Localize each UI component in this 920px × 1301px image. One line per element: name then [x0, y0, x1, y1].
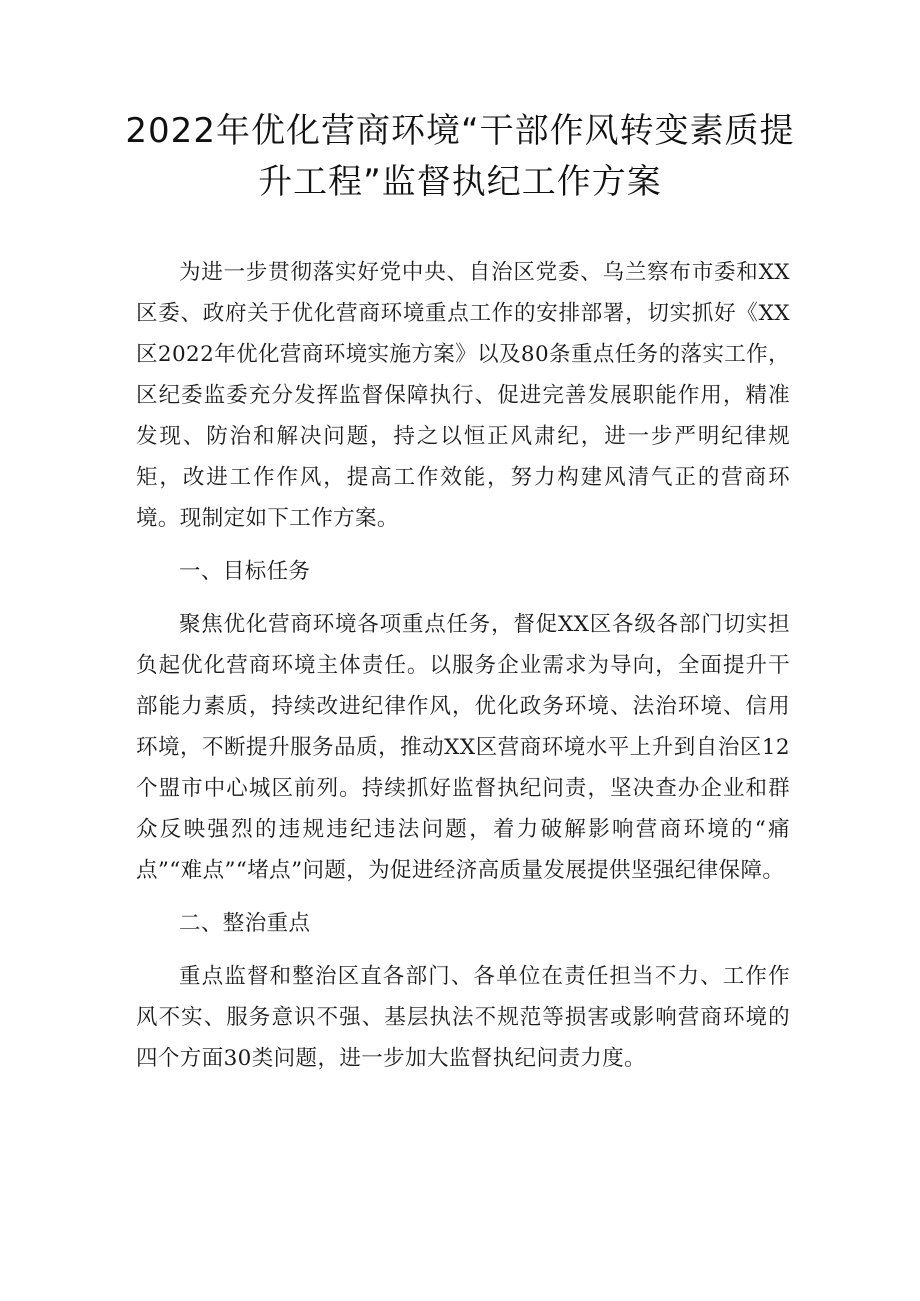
section-body-focus: 重点监督和整治区直各部门、各单位在责任担当不力、工作作风不实、服务意识不强、基层执法不规范等损害或影响营商环境的四个方面30类问题，进一步加大监督执纪问责力度。 — [136, 964, 790, 1071]
document-title — [110, 106, 810, 208]
document-body — [136, 252, 790, 1079]
title-line-1: 2022年优化营商环境“干部作风转变素质提 — [125, 111, 795, 151]
intro-paragraph: 为进一步贯彻落实好党中央、自治区党委、乌兰察布市委和XX区委、政府关于优化营商环境重点工作的安排部署，切实抓好《XX区2022年优化营商环境实施方案》以及80条重点任务的落实工作，区纪委监委充分发挥监督保障执行、促进完善发展职能作用，精准发现、防治和解决问题，持之以恒正风肃纪，进一步严明纪律规矩，改进工作作风，提高工作效能，努力构建风清气正的营商环境。现制定如下工作方案。 — [136, 260, 790, 531]
title-line-2: 升工程”监督执纪工作方案 — [258, 162, 662, 202]
section-heading-focus: 二、整治重点 — [179, 911, 311, 936]
section-body-goals: 聚焦优化营商环境各项重点任务，督促XX区各级各部门切实担负起优化营商环境主体责任。以服务企业需求为导向，全面提升干部能力素质，持续改进纪律作风，优化政务环境、法治环境、信用环境，不断提升服务品质，推动XX区营商环境水平上升到自治区12个盟市中心城区前列。持续抓好监督执纪问责，坚决查办企业和群众反映强烈的违规违纪违法问题，着力破解影响营商环境的“痛点”“难点”“堵点”问题，为促进经济高质量发展提供坚强纪律保障。 — [136, 612, 790, 883]
section-heading-goals: 一、目标任务 — [179, 559, 311, 584]
